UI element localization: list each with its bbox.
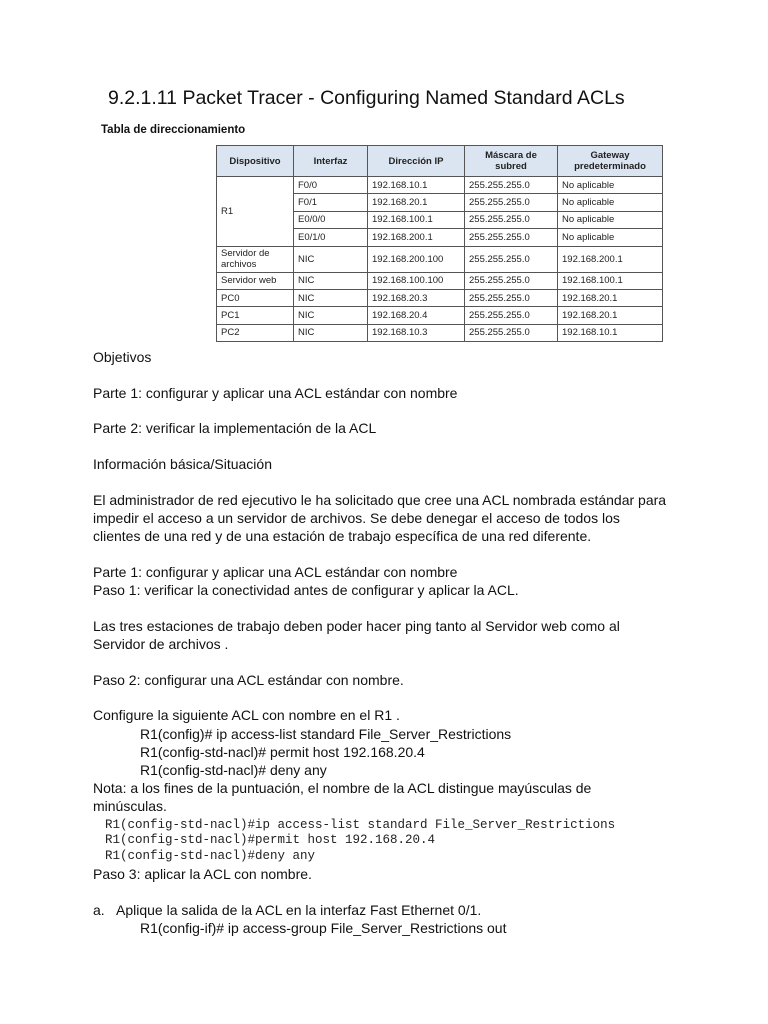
table-cell: 255.255.255.0 bbox=[465, 307, 558, 324]
command-line: R1(config-std-nacl)# deny any bbox=[140, 762, 327, 779]
addressing-table bbox=[216, 145, 663, 342]
table-cell: 192.168.20.3 bbox=[368, 289, 465, 306]
table-cell-device: PC1 bbox=[217, 307, 294, 324]
table-cell: 255.255.255.0 bbox=[465, 211, 558, 228]
command-line: R1(config-if)# ip access-group File_Server_Restrictions out bbox=[140, 920, 507, 937]
note-line: minúsculas. bbox=[93, 798, 167, 815]
table-cell: No aplicable bbox=[558, 177, 663, 194]
table-header-row bbox=[217, 146, 663, 177]
section-heading: Objetivos bbox=[93, 349, 152, 365]
code-line: R1(config-std-nacl)#deny any bbox=[105, 848, 316, 863]
table-cell: 255.255.255.0 bbox=[465, 229, 558, 246]
paragraph: Configure la siguiente ACL con nombre en el R1 . bbox=[93, 707, 400, 724]
list-marker: a. bbox=[93, 901, 105, 918]
table-cell: NIC bbox=[294, 324, 368, 341]
column-header: Interfaz bbox=[294, 146, 368, 177]
table-row bbox=[217, 289, 663, 306]
table-cell: 192.168.200.1 bbox=[558, 246, 663, 272]
table-cell: No aplicable bbox=[558, 229, 663, 246]
table-cell: 192.168.200.100 bbox=[368, 246, 465, 272]
table-cell: 255.255.255.0 bbox=[465, 324, 558, 341]
document-body bbox=[93, 348, 693, 937]
paragraph: Parte 1: configurar y aplicar una ACL estándar con nombre bbox=[93, 563, 458, 580]
table-cell: 192.168.20.4 bbox=[368, 307, 465, 324]
table-row bbox=[217, 307, 663, 324]
note-line: Nota: a los fines de la puntuación, el nombre de la ACL distingue mayúsculas de bbox=[93, 780, 592, 797]
paragraph-line: impedir el acceso a un servidor de archivos. Se debe denegar el acceso de todos los bbox=[93, 510, 620, 527]
table-cell-device: PC0 bbox=[217, 289, 294, 306]
table-cell: 255.255.255.0 bbox=[465, 246, 558, 272]
table-cell: 255.255.255.0 bbox=[465, 194, 558, 211]
table-cell: E0/0/0 bbox=[294, 211, 368, 228]
paragraph-line: Las tres estaciones de trabajo deben poder hacer ping tanto al Servidor web como al bbox=[93, 617, 620, 634]
table-cell: No aplicable bbox=[558, 194, 663, 211]
list-item-text: Aplique la salida de la ACL en la interfaz Fast Ethernet 0/1. bbox=[116, 901, 482, 918]
table-cell: 255.255.255.0 bbox=[465, 289, 558, 306]
table-cell: NIC bbox=[294, 246, 368, 272]
paragraph: Paso 3: aplicar la ACL con nombre. bbox=[93, 866, 312, 883]
paragraph-line: clientes de una red y de una estación de trabajo específica de una red diferente. bbox=[93, 528, 592, 545]
paragraph-line: El administrador de red ejecutivo le ha solicitado que cree una ACL nombrada estándar para bbox=[93, 491, 667, 508]
table-row bbox=[217, 324, 663, 341]
table-cell: 192.168.100.1 bbox=[368, 211, 465, 228]
table-cell: F0/1 bbox=[294, 194, 368, 211]
table-cell-device: Servidor de archivos bbox=[217, 246, 294, 272]
table-cell: 192.168.200.1 bbox=[368, 229, 465, 246]
code-line: R1(config-std-nacl)#ip access-list standard File_Server_Restrictions bbox=[105, 817, 616, 832]
code-line: R1(config-std-nacl)#permit host 192.168.20.4 bbox=[105, 833, 436, 848]
table-cell: 192.168.100.1 bbox=[558, 272, 663, 289]
table-cell: 192.168.100.100 bbox=[368, 272, 465, 289]
table-cell: NIC bbox=[294, 307, 368, 324]
table-cell: 192.168.20.1 bbox=[558, 289, 663, 306]
list-item bbox=[93, 901, 693, 919]
table-cell: 192.168.10.1 bbox=[558, 324, 663, 341]
table-heading: Tabla de direccionamiento bbox=[101, 124, 246, 136]
table-row bbox=[217, 177, 663, 194]
column-header: Gateway predeterminado bbox=[558, 146, 663, 177]
paragraph: Parte 1: configurar y aplicar una ACL estándar con nombre bbox=[93, 384, 458, 401]
table-cell: NIC bbox=[294, 272, 368, 289]
table-cell: 192.168.10.3 bbox=[368, 324, 465, 341]
table-cell-device: PC2 bbox=[217, 324, 294, 341]
table-cell-device: R1 bbox=[217, 177, 294, 247]
table-cell: No aplicable bbox=[558, 211, 663, 228]
table-cell: NIC bbox=[294, 289, 368, 306]
command-line: R1(config)# ip access-list standard File_Server_Restrictions bbox=[140, 725, 512, 742]
table-cell: 255.255.255.0 bbox=[465, 272, 558, 289]
table-row bbox=[217, 246, 663, 272]
document-title: 9.2.1.11 Packet Tracer - Configuring Named Standard ACLs bbox=[108, 87, 625, 109]
paragraph-line: Servidor de archivos . bbox=[93, 636, 229, 653]
column-header: Máscara de subred bbox=[465, 146, 558, 177]
paragraph: Parte 2: verificar la implementación de la ACL bbox=[93, 420, 377, 437]
table-cell: 255.255.255.0 bbox=[465, 177, 558, 194]
code-block bbox=[93, 818, 693, 865]
table-row bbox=[217, 272, 663, 289]
table-cell-device: Servidor web bbox=[217, 272, 294, 289]
paragraph: Paso 1: verificar la conectividad antes de configurar y aplicar la ACL. bbox=[93, 582, 519, 599]
command-line: R1(config-std-nacl)# permit host 192.168.20.4 bbox=[140, 743, 425, 760]
column-header: Dispositivo bbox=[217, 146, 294, 177]
paragraph: Paso 2: configurar una ACL estándar con nombre. bbox=[93, 671, 404, 688]
table-cell: E0/1/0 bbox=[294, 229, 368, 246]
table-cell: F0/0 bbox=[294, 177, 368, 194]
section-heading: Información básica/Situación bbox=[93, 456, 272, 473]
table-cell: 192.168.10.1 bbox=[368, 177, 465, 194]
table-cell: 192.168.20.1 bbox=[368, 194, 465, 211]
column-header: Dirección IP bbox=[368, 146, 465, 177]
table-cell: 192.168.20.1 bbox=[558, 307, 663, 324]
